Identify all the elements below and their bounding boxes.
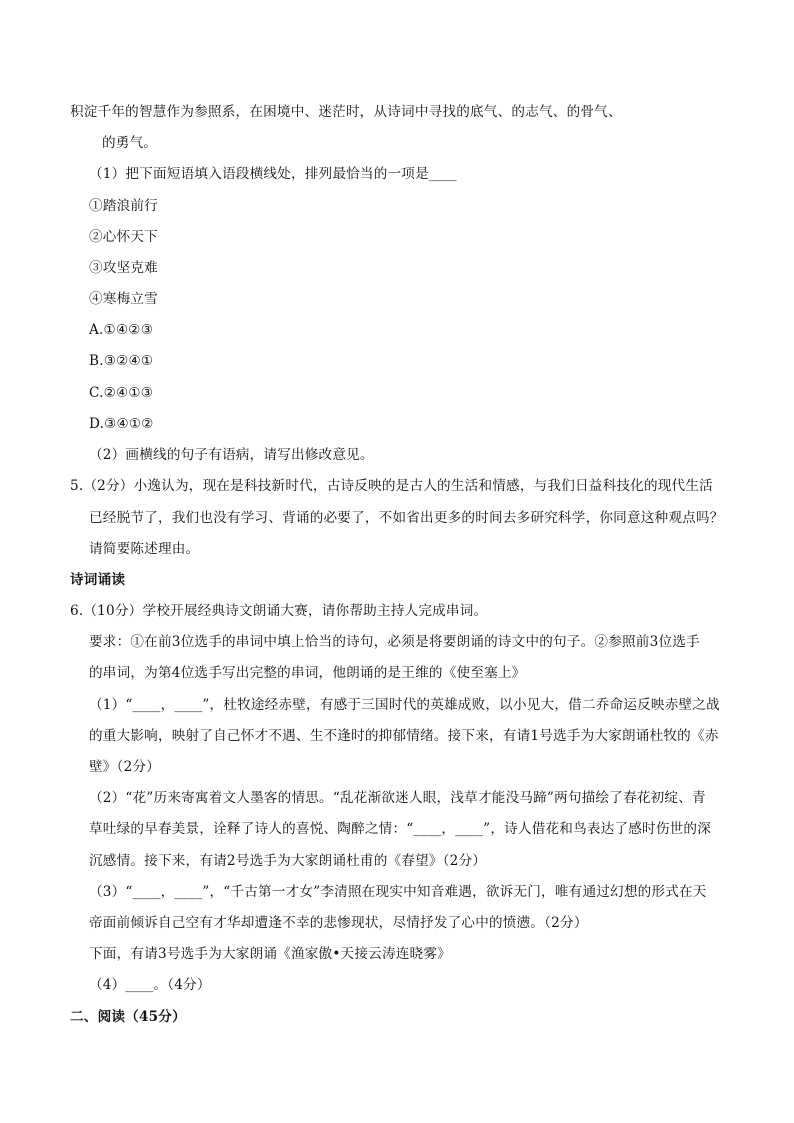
subquestion-3-line: 下面，有请3号选手为大家朗诵《渔家傲•天接云涛连晓雾》	[89, 946, 451, 962]
subquestion-4: （4）____。（4分）	[89, 977, 211, 993]
choice-a: A.①④②③	[89, 322, 154, 338]
subquestion-3: （3）“____，____”，“千古第一才女”李清照在现实中知音难遇，欲诉无门，唯有通过幻想的形式在天	[89, 884, 707, 900]
subquestion-1-line: 的重大影响，映射了自己怀才不遇、生不逢时的抑郁情绪。接下来，有请1号选手为大家朗诵杜牧的《赤	[89, 728, 719, 744]
question-5-line: 请简要陈述理由。	[89, 541, 200, 557]
question-5: 5.（2分）小逸认为，现在是科技新时代，古诗反映的是古人的生活和情感，与我们日益科技化的现代生活	[70, 478, 713, 494]
phrase-option: ④寒梅立雪	[89, 291, 158, 307]
subquestion-2-line: 草吐绿的早春美景，诠释了诗人的喜悦、陶醉之情：“____，____”，诗人借花和鸟表达了感时伤世的深	[89, 821, 712, 837]
phrase-option: ③攻坚克难	[89, 260, 158, 276]
subquestion-2: （2）“花”历来寄寓着文人墨客的情思。“乱花渐欲迷人眼，浅草才能没马蹄”两句描绘了春花初绽、青	[89, 790, 706, 806]
phrase-option: ②心怀天下	[89, 229, 158, 245]
choice-c: C.②④①③	[89, 385, 154, 401]
part-heading: 二、阅读（45分）	[70, 1009, 186, 1025]
subquestion-1: （1）“____，____”，杜牧途经赤壁，有感于三国时代的英雄成败，以小见大，借二乔命运反映赤壁之战	[89, 697, 720, 713]
question-5-line: 已经脱节了，我们也没有学习、背诵的必要了，不如省出更多的时间去多研究科学，你同意这种观点吗？	[89, 510, 724, 526]
question-1: （1）把下面短语填入语段横线处，排列最恰当的一项是____	[89, 166, 457, 182]
phrase-option: ①踏浪前行	[89, 198, 158, 214]
paragraph-line: 的勇气。	[102, 135, 158, 151]
choice-b: B.③②④①	[89, 353, 154, 369]
subquestion-1-line: 壁》（2分）	[89, 759, 161, 775]
subquestion-3-line: 帝面前倾诉自己空有才华却遭逢不幸的悲惨现状，尽情抒发了心中的愤懑。（2分）	[89, 915, 588, 931]
subquestion-2-line: 沉感情。接下来，有请2号选手为大家朗诵杜甫的《春望》（2分）	[89, 853, 487, 869]
choice-d: D.③④①②	[89, 416, 154, 432]
question-2: （2）画横线的句子有语病，请写出修改意见。	[89, 447, 374, 463]
requirement-line: 要求：①在前3位选手的串词中填上恰当的诗句，必须是将要朗诵的诗文中的句子。②参照前3位选手	[89, 634, 700, 650]
requirement-line: 的串词，为第4位选手写出完整的串词，他朗诵的是王维的《使至塞上》	[89, 665, 526, 681]
question-6: 6.（10分）学校开展经典诗文朗诵大赛，请你帮助主持人完成串词。	[70, 603, 488, 619]
paragraph-line: 积淀千年的智慧作为参照系，在困境中、迷茫时，从诗词中寻找的底气、的志气、的骨气、	[70, 104, 622, 120]
section-heading: 诗词诵读	[70, 572, 126, 588]
